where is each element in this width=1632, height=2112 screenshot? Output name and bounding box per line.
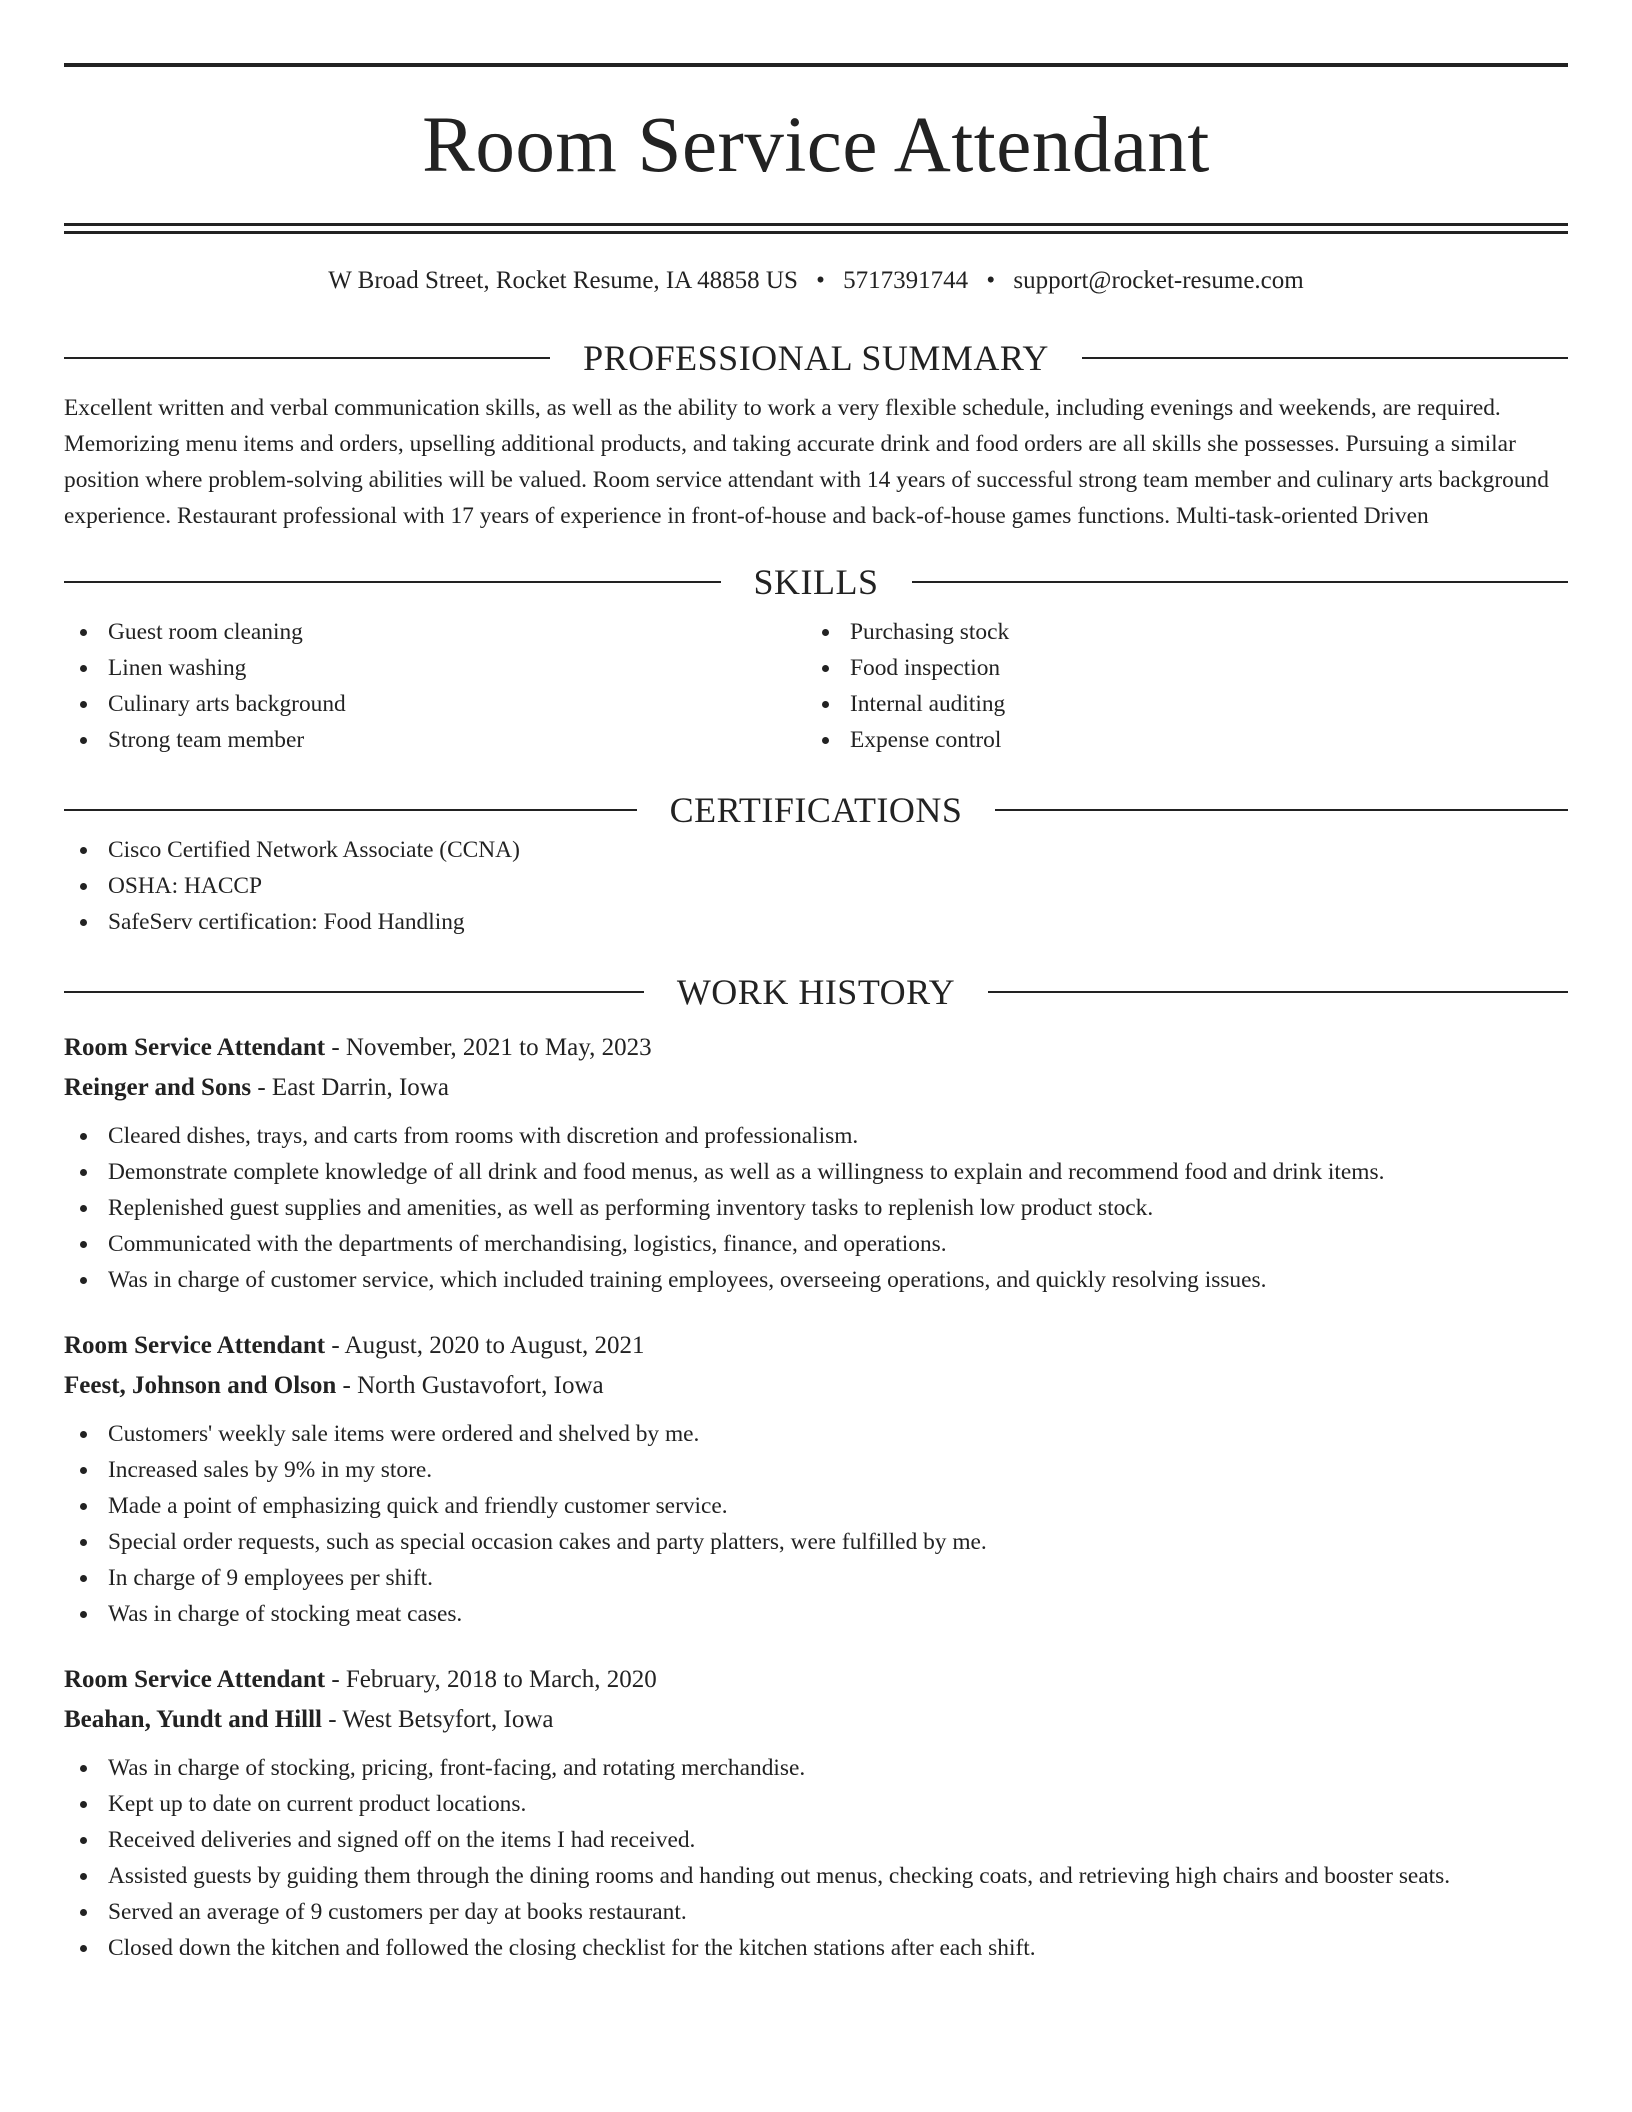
skill-item: Linen washing [64, 650, 806, 686]
job-location: - West Betsyfort, Iowa [321, 1706, 554, 1733]
heading-rule-left [64, 581, 721, 583]
job-bullet: Cleared dishes, trays, and carts from rooms with discretion and professionalism. [64, 1118, 1568, 1154]
skills-column-left [64, 614, 806, 758]
summary-text: Excellent written and verbal communication skills, as well as the ability to work a very flexible schedule, including evenings and weekends, are required. Memorizing menu items and orders, upselling additional products, and taking accurate drink and food orders are all skills she possesses. Pursuing a similar position where problem-solving abilities will be valued. Room service attendant with 14 years of successful strong team member and culinary arts background experience. Restaurant professional with 17 years of experience in front-of-house and back-of-house games functions. Multi-task-oriented Driven [64, 395, 1549, 529]
skill-item: Strong team member [64, 722, 806, 758]
job-bullet: In charge of 9 employees per shift. [64, 1560, 1568, 1596]
resume-name: Room Service Attendant [422, 102, 1210, 189]
job-dates: - November, 2021 to May, 2023 [325, 1034, 652, 1061]
skill-item: Guest room cleaning [64, 614, 806, 650]
certifications-list [64, 832, 1568, 940]
heading-rule-right [995, 809, 1568, 811]
job-title-line [64, 1028, 1568, 1068]
job-bullet: Closed down the kitchen and followed the closing checklist for the kitchen stations after each shift. [64, 1930, 1568, 1966]
section-title: SKILLS [753, 562, 879, 602]
skill-item: Purchasing stock [806, 614, 1548, 650]
contact-separator: • [986, 267, 996, 294]
skill-item: Food inspection [806, 650, 1548, 686]
work-entry [64, 1660, 1568, 1966]
certification-item: SafeServ certification: Food Handling [64, 904, 1568, 940]
skill-item: Culinary arts background [64, 686, 806, 722]
job-dates: - August, 2020 to August, 2021 [325, 1332, 645, 1359]
job-company: Beahan, Yundt and Hilll [64, 1706, 322, 1733]
job-title-line [64, 1660, 1568, 1700]
heading-rule-left [64, 357, 550, 359]
skill-item: Internal auditing [806, 686, 1548, 722]
contact-separator: • [816, 267, 825, 294]
job-title: Room Service Attendant [64, 1666, 326, 1693]
job-company: Feest, Johnson and Olson [64, 1372, 337, 1399]
job-company-line [64, 1700, 1568, 1740]
job-title: Room Service Attendant [64, 1034, 326, 1061]
heading-rule-left [64, 809, 637, 811]
job-bullet: Customers' weekly sale items were ordered and shelved by me. [64, 1416, 1568, 1452]
job-bullet: Served an average of 9 customers per day at books restaurant. [64, 1894, 1568, 1930]
section-title: WORK HISTORY [676, 972, 956, 1012]
job-bullet: Communicated with the departments of merchandising, logistics, finance, and operations. [64, 1226, 1568, 1262]
section-heading-summary [64, 336, 1568, 380]
job-bullet: Received deliveries and signed off on the items I had received. [64, 1822, 1568, 1858]
section-heading-certifications [64, 788, 1568, 832]
heading-rule-right [1082, 357, 1568, 359]
certification-item: OSHA: HACCP [64, 868, 1568, 904]
job-bullet: Assisted guests by guiding them through the dining rooms and handing out menus, checking coats, and retrieving high chairs and booster seats. [64, 1858, 1568, 1894]
skills-list [64, 614, 1568, 758]
job-title-line [64, 1326, 1568, 1366]
work-entry [64, 1326, 1568, 1632]
job-bullets [64, 1750, 1568, 1966]
job-bullet: Was in charge of customer service, which included training employees, overseeing operations, and quickly resolving issues. [64, 1262, 1568, 1298]
resume-content [64, 63, 1568, 1966]
contact-phone: 5717391744 [843, 267, 969, 294]
section-title: PROFESSIONAL SUMMARY [583, 338, 1049, 378]
job-company-line [64, 1068, 1568, 1108]
contact-email: support@rocket-resume.com [1013, 267, 1304, 294]
job-company: Reinger and Sons [64, 1074, 252, 1101]
job-bullet: Increased sales by 9% in my store. [64, 1452, 1568, 1488]
contact-line [64, 264, 1568, 298]
job-bullet: Was in charge of stocking, pricing, front-facing, and rotating merchandise. [64, 1750, 1568, 1786]
header-double-rule [64, 223, 1568, 234]
heading-rule-left [64, 991, 644, 993]
work-entry [64, 1028, 1568, 1298]
section-title: CERTIFICATIONS [669, 790, 963, 830]
certification-item: Cisco Certified Network Associate (CCNA) [64, 832, 1568, 868]
job-bullet: Made a point of emphasizing quick and friendly customer service. [64, 1488, 1568, 1524]
job-location: - North Gustavofort, Iowa [336, 1372, 604, 1399]
job-title: Room Service Attendant [64, 1332, 326, 1359]
job-company-line [64, 1366, 1568, 1406]
heading-rule-right [988, 991, 1568, 993]
job-bullets [64, 1118, 1568, 1298]
job-bullets [64, 1416, 1568, 1632]
job-dates: - February, 2018 to March, 2020 [325, 1666, 657, 1693]
heading-rule-right [912, 581, 1569, 583]
job-bullet: Was in charge of stocking meat cases. [64, 1596, 1568, 1632]
section-heading-skills [64, 560, 1568, 604]
skill-item: Expense control [806, 722, 1548, 758]
contact-address: W Broad Street, Rocket Resume, IA 48858 US [328, 267, 798, 294]
header-top-rule [64, 63, 1568, 67]
job-bullet: Special order requests, such as special occasion cakes and party platters, were fulfilled by me. [64, 1524, 1568, 1560]
job-bullet: Kept up to date on current product locations. [64, 1786, 1568, 1822]
job-bullet: Replenished guest supplies and amenities, as well as performing inventory tasks to replenish low product stock. [64, 1190, 1568, 1226]
skills-column-right [806, 614, 1548, 758]
section-heading-work-history [64, 970, 1568, 1014]
job-location: - East Darrin, Iowa [251, 1074, 449, 1101]
job-bullet: Demonstrate complete knowledge of all drink and food menus, as well as a willingness to explain and recommend food and drink items. [64, 1154, 1568, 1190]
